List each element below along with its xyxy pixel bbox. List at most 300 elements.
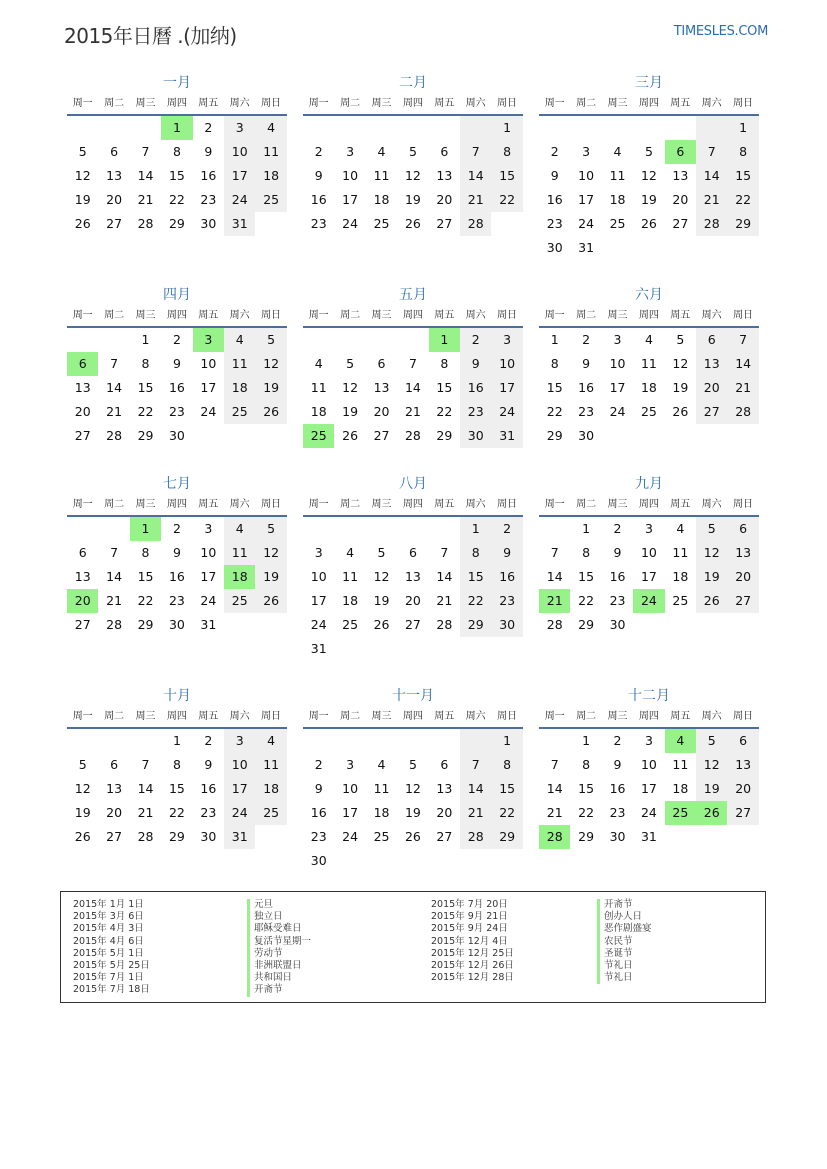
- day-cell: 26: [696, 589, 727, 613]
- day-cell: 18: [373, 805, 390, 820]
- day-cell: 4: [255, 116, 286, 140]
- day-cell: 21: [106, 593, 123, 608]
- day-cell: 17: [491, 376, 522, 400]
- day-grid: [67, 328, 287, 448]
- empty-cell: [67, 517, 98, 541]
- empty-cell: [429, 116, 460, 140]
- empty-cell: [429, 517, 460, 541]
- weekday-label: 周六: [465, 310, 486, 321]
- holiday-date: 2015年 4月 6日: [73, 935, 144, 947]
- day-cell: 30: [168, 617, 185, 632]
- day-cell: 3: [224, 729, 255, 753]
- day-cell: 7: [550, 545, 559, 560]
- holiday-day-cell: 1: [130, 517, 161, 541]
- day-cell: 30: [168, 428, 185, 443]
- day-cell: 9: [204, 757, 213, 772]
- holiday-day-cell: 1: [161, 116, 192, 140]
- holiday-name: 创办人日: [597, 911, 652, 923]
- day-cell: 2: [204, 120, 213, 135]
- holiday-date: 2015年 12月 26日: [431, 959, 514, 971]
- day-cell: 9: [314, 781, 323, 796]
- day-cell: 11: [224, 541, 255, 565]
- day-cell: 24: [310, 617, 327, 632]
- day-cell: 18: [224, 376, 255, 400]
- day-cell: 19: [404, 805, 421, 820]
- day-cell: 1: [582, 521, 591, 536]
- empty-cell: [665, 116, 696, 140]
- day-cell: 7: [460, 753, 491, 777]
- day-cell: 2: [491, 517, 522, 541]
- day-cell: 27: [436, 216, 453, 231]
- day-cell: 11: [373, 781, 390, 796]
- day-cell: 21: [546, 805, 563, 820]
- day-cell: 7: [110, 356, 119, 371]
- empty-cell: [303, 729, 334, 753]
- day-cell: 11: [373, 168, 390, 183]
- weekday-header: [303, 94, 523, 116]
- day-cell: 19: [404, 192, 421, 207]
- weekday-label: 周二: [576, 98, 597, 109]
- empty-cell: [303, 517, 334, 541]
- day-cell: 13: [672, 168, 689, 183]
- weekday-label: 周六: [701, 711, 722, 722]
- holiday-day-cell: 4: [665, 729, 696, 753]
- weekday-label: 周二: [104, 499, 125, 510]
- holiday-day-cell: 21: [539, 589, 570, 613]
- empty-cell: [429, 729, 460, 753]
- day-cell: 27: [727, 589, 758, 613]
- day-cell: 15: [168, 168, 185, 183]
- day-cell: 7: [141, 144, 150, 159]
- day-cell: 23: [200, 192, 217, 207]
- day-cell: 22: [168, 192, 185, 207]
- day-cell: 26: [255, 400, 286, 424]
- day-cell: 16: [609, 569, 626, 584]
- day-cell: 21: [137, 805, 154, 820]
- day-cell: 2: [613, 521, 622, 536]
- day-cell: 23: [578, 404, 595, 419]
- weekday-label: 周一: [72, 98, 93, 109]
- day-cell: 11: [640, 356, 657, 371]
- holiday-day-cell: 24: [633, 589, 664, 613]
- holiday-date: 2015年 7月 1日: [73, 972, 144, 984]
- weekday-header: [67, 707, 287, 729]
- day-cell: 19: [74, 192, 91, 207]
- weekday-label: 周四: [166, 711, 187, 722]
- day-cell: 26: [74, 216, 91, 231]
- day-cell: 20: [404, 593, 421, 608]
- day-cell: 3: [204, 521, 213, 536]
- day-cell: 17: [342, 192, 359, 207]
- day-cell: 14: [696, 164, 727, 188]
- empty-cell: [539, 517, 570, 541]
- month-1: [67, 72, 287, 236]
- day-cell: 3: [644, 733, 653, 748]
- empty-cell: [539, 729, 570, 753]
- day-cell: 19: [640, 192, 657, 207]
- weekday-label: 周日: [733, 499, 754, 510]
- day-cell: 13: [404, 569, 421, 584]
- day-cell: 17: [200, 380, 217, 395]
- weekday-label: 周五: [670, 98, 691, 109]
- day-cell: 18: [255, 164, 286, 188]
- day-cell: 28: [106, 428, 123, 443]
- day-cell: 11: [672, 545, 689, 560]
- day-cell: 21: [404, 404, 421, 419]
- day-cell: 5: [676, 332, 685, 347]
- day-cell: 18: [310, 404, 327, 419]
- weekday-label: 周四: [638, 711, 659, 722]
- day-cell: 21: [460, 801, 491, 825]
- day-cell: 26: [74, 829, 91, 844]
- day-cell: 26: [255, 589, 286, 613]
- day-cell: 18: [342, 593, 359, 608]
- day-cell: 23: [460, 400, 491, 424]
- day-cell: 8: [727, 140, 758, 164]
- weekday-label: 周三: [135, 499, 156, 510]
- day-cell: 10: [224, 753, 255, 777]
- day-cell: 24: [609, 404, 626, 419]
- day-cell: 1: [460, 517, 491, 541]
- day-cell: 5: [346, 356, 355, 371]
- day-grid: [303, 729, 523, 873]
- weekday-label: 周日: [261, 499, 282, 510]
- month-2: [303, 72, 523, 236]
- day-cell: 4: [346, 545, 355, 560]
- day-cell: 3: [224, 116, 255, 140]
- day-cell: 29: [137, 428, 154, 443]
- holiday-day-cell: 18: [224, 565, 255, 589]
- day-cell: 30: [609, 617, 626, 632]
- weekday-header: [539, 94, 759, 116]
- day-cell: 3: [613, 332, 622, 347]
- weekday-label: 周三: [607, 98, 628, 109]
- weekday-label: 周一: [72, 310, 93, 321]
- day-cell: 22: [578, 805, 595, 820]
- weekday-label: 周二: [340, 499, 361, 510]
- day-cell: 16: [578, 380, 595, 395]
- site-brand-link[interactable]: TIMESLES.COM: [673, 24, 768, 39]
- day-cell: 26: [404, 829, 421, 844]
- month-9: [539, 473, 759, 637]
- weekday-label: 周四: [638, 310, 659, 321]
- day-cell: 19: [255, 565, 286, 589]
- month-name: 七月: [163, 476, 191, 492]
- day-cell: 28: [696, 212, 727, 236]
- day-cell: 27: [106, 216, 123, 231]
- day-cell: 4: [224, 517, 255, 541]
- empty-cell: [460, 729, 491, 753]
- weekday-label: 周五: [198, 310, 219, 321]
- day-cell: 22: [137, 593, 154, 608]
- day-cell: 2: [582, 332, 591, 347]
- day-cell: 17: [609, 380, 626, 395]
- weekday-label: 周四: [402, 98, 423, 109]
- day-cell: 25: [255, 188, 286, 212]
- day-cell: 15: [137, 569, 154, 584]
- empty-cell: [397, 517, 428, 541]
- day-cell: 6: [696, 328, 727, 352]
- day-cell: 15: [546, 380, 563, 395]
- day-cell: 26: [672, 404, 689, 419]
- month-8: [303, 473, 523, 661]
- month-name: 十月: [163, 688, 191, 704]
- day-cell: 10: [491, 352, 522, 376]
- day-cell: 15: [436, 380, 453, 395]
- holiday-date: 2015年 7月 18日: [73, 984, 150, 996]
- day-cell: 27: [672, 216, 689, 231]
- day-cell: 16: [168, 569, 185, 584]
- day-cell: 4: [255, 729, 286, 753]
- weekday-label: 周日: [261, 98, 282, 109]
- day-cell: 31: [578, 240, 595, 255]
- day-cell: 28: [546, 617, 563, 632]
- weekday-label: 周五: [670, 499, 691, 510]
- empty-cell: [460, 116, 491, 140]
- weekday-label: 周五: [434, 711, 455, 722]
- weekday-label: 周六: [229, 310, 250, 321]
- day-cell: 8: [172, 144, 181, 159]
- day-cell: 17: [224, 777, 255, 801]
- day-cell: 11: [609, 168, 626, 183]
- day-grid: [539, 729, 759, 849]
- holiday-day-cell: 20: [67, 589, 98, 613]
- day-cell: 25: [255, 801, 286, 825]
- empty-cell: [303, 328, 334, 352]
- holiday-name: 元旦: [247, 899, 311, 911]
- day-cell: 20: [436, 805, 453, 820]
- day-cell: 17: [578, 192, 595, 207]
- weekday-label: 周二: [340, 711, 361, 722]
- holiday-date: 2015年 7月 20日: [431, 899, 508, 910]
- day-cell: 24: [640, 805, 657, 820]
- day-cell: 2: [550, 144, 559, 159]
- day-cell: 22: [546, 404, 563, 419]
- day-cell: 16: [200, 781, 217, 796]
- day-cell: 3: [644, 521, 653, 536]
- day-cell: 25: [609, 216, 626, 231]
- day-cell: 6: [110, 144, 119, 159]
- day-cell: 28: [436, 617, 453, 632]
- day-cell: 6: [377, 356, 386, 371]
- weekday-header: [67, 306, 287, 328]
- day-cell: 16: [546, 192, 563, 207]
- holiday-name: 农民节: [597, 936, 652, 948]
- weekday-label: 周一: [72, 711, 93, 722]
- day-cell: 16: [609, 781, 626, 796]
- day-cell: 4: [314, 356, 323, 371]
- weekday-label: 周五: [198, 711, 219, 722]
- day-cell: 26: [640, 216, 657, 231]
- empty-cell: [397, 116, 428, 140]
- day-cell: 18: [373, 192, 390, 207]
- day-cell: 16: [310, 805, 327, 820]
- weekday-header: [539, 495, 759, 517]
- day-cell: 13: [373, 380, 390, 395]
- weekday-label: 周一: [308, 711, 329, 722]
- day-cell: 22: [460, 589, 491, 613]
- day-cell: 31: [640, 829, 657, 844]
- empty-cell: [334, 729, 365, 753]
- holiday-date: 2015年 5月 25日: [73, 959, 150, 971]
- day-cell: 5: [255, 328, 286, 352]
- holiday-date: 2015年 12月 28日: [431, 972, 514, 984]
- day-cell: 11: [310, 380, 327, 395]
- day-cell: 9: [460, 352, 491, 376]
- day-cell: 4: [377, 144, 386, 159]
- weekday-label: 周三: [371, 711, 392, 722]
- day-cell: 22: [137, 404, 154, 419]
- empty-cell: [602, 116, 633, 140]
- day-cell: 29: [491, 825, 522, 849]
- day-cell: 15: [137, 380, 154, 395]
- empty-cell: [98, 328, 129, 352]
- weekday-label: 周二: [576, 499, 597, 510]
- holiday-dates-left: [73, 899, 150, 997]
- day-cell: 15: [578, 569, 595, 584]
- day-cell: 10: [224, 140, 255, 164]
- day-cell: 8: [582, 545, 591, 560]
- holiday-name: 复活节星期一: [247, 936, 311, 948]
- day-cell: 14: [404, 380, 421, 395]
- day-cell: 1: [727, 116, 758, 140]
- day-cell: 13: [696, 352, 727, 376]
- holiday-names-left: [247, 899, 311, 997]
- day-cell: 3: [314, 545, 323, 560]
- day-grid: [539, 116, 759, 260]
- day-cell: 9: [613, 757, 622, 772]
- day-cell: 12: [640, 168, 657, 183]
- holiday-date: 2015年 5月 1日: [73, 947, 144, 959]
- day-cell: 20: [727, 565, 758, 589]
- day-cell: 10: [640, 757, 657, 772]
- day-cell: 27: [436, 829, 453, 844]
- day-cell: 14: [106, 380, 123, 395]
- day-cell: 7: [727, 328, 758, 352]
- day-cell: 7: [696, 140, 727, 164]
- month-name: 三月: [635, 75, 663, 91]
- holiday-name: 耶稣受难日: [247, 923, 311, 935]
- month-name: 五月: [399, 287, 427, 303]
- day-cell: 8: [141, 545, 150, 560]
- holiday-dates-right: [431, 899, 514, 984]
- day-cell: 11: [255, 140, 286, 164]
- day-cell: 23: [310, 216, 327, 231]
- day-cell: 19: [696, 777, 727, 801]
- day-cell: 11: [672, 757, 689, 772]
- day-cell: 19: [342, 404, 359, 419]
- day-cell: 28: [460, 825, 491, 849]
- day-cell: 13: [727, 753, 758, 777]
- day-cell: 27: [696, 400, 727, 424]
- day-cell: 25: [373, 216, 390, 231]
- weekday-label: 周一: [308, 499, 329, 510]
- weekday-label: 周二: [340, 98, 361, 109]
- month-name: 十二月: [628, 688, 670, 704]
- weekday-label: 周四: [402, 711, 423, 722]
- holiday-date: 2015年 3月 6日: [73, 911, 144, 923]
- day-cell: 15: [460, 565, 491, 589]
- day-cell: 12: [696, 541, 727, 565]
- day-cell: 27: [74, 617, 91, 632]
- day-cell: 29: [168, 216, 185, 231]
- day-cell: 1: [491, 116, 522, 140]
- day-cell: 6: [408, 545, 417, 560]
- day-grid: [303, 517, 523, 661]
- day-cell: 19: [255, 376, 286, 400]
- holiday-name: 开斋节: [247, 984, 311, 996]
- holiday-date: 2015年 9月 21日: [431, 911, 508, 923]
- weekday-label: 周六: [229, 499, 250, 510]
- day-cell: 8: [141, 356, 150, 371]
- empty-cell: [98, 729, 129, 753]
- day-cell: 8: [491, 753, 522, 777]
- day-cell: 12: [74, 168, 91, 183]
- weekday-label: 周六: [701, 310, 722, 321]
- weekday-label: 周四: [166, 499, 187, 510]
- weekday-label: 周日: [261, 711, 282, 722]
- day-cell: 16: [310, 192, 327, 207]
- weekday-label: 周一: [544, 711, 565, 722]
- day-cell: 17: [200, 569, 217, 584]
- day-cell: 19: [672, 380, 689, 395]
- day-cell: 29: [578, 829, 595, 844]
- holiday-day-cell: 26: [696, 801, 727, 825]
- day-cell: 20: [696, 376, 727, 400]
- weekday-label: 周一: [308, 310, 329, 321]
- day-cell: 29: [546, 428, 563, 443]
- day-cell: 30: [460, 424, 491, 448]
- day-cell: 9: [204, 144, 213, 159]
- day-cell: 20: [106, 192, 123, 207]
- day-cell: 29: [436, 428, 453, 443]
- day-cell: 7: [408, 356, 417, 371]
- day-cell: 9: [550, 168, 559, 183]
- day-cell: 30: [200, 216, 217, 231]
- day-grid: [67, 729, 287, 849]
- day-cell: 28: [137, 829, 154, 844]
- weekday-header: [67, 495, 287, 517]
- day-cell: 17: [310, 593, 327, 608]
- holiday-date: 2015年 12月 25日: [431, 947, 514, 959]
- month-name: 六月: [635, 287, 663, 303]
- holiday-day-cell: 6: [67, 352, 98, 376]
- day-cell: 10: [578, 168, 595, 183]
- weekday-label: 周三: [607, 711, 628, 722]
- day-cell: 7: [550, 757, 559, 772]
- day-cell: 21: [696, 188, 727, 212]
- page-title: 2015年日曆 .(加纳): [64, 24, 237, 48]
- day-cell: 3: [582, 144, 591, 159]
- day-cell: 24: [342, 829, 359, 844]
- holiday-name: 开斋节: [597, 899, 652, 911]
- empty-cell: [303, 116, 334, 140]
- day-cell: 16: [491, 565, 522, 589]
- day-cell: 4: [613, 144, 622, 159]
- day-cell: 17: [224, 164, 255, 188]
- day-cell: 21: [137, 192, 154, 207]
- day-cell: 10: [200, 356, 217, 371]
- weekday-label: 周日: [733, 310, 754, 321]
- weekday-label: 周四: [166, 98, 187, 109]
- holiday-date: 2015年 9月 24日: [431, 923, 508, 935]
- weekday-label: 周四: [638, 499, 659, 510]
- day-cell: 21: [106, 404, 123, 419]
- weekday-label: 周六: [701, 98, 722, 109]
- weekday-header: [539, 707, 759, 729]
- day-cell: 23: [609, 805, 626, 820]
- day-cell: 6: [727, 729, 758, 753]
